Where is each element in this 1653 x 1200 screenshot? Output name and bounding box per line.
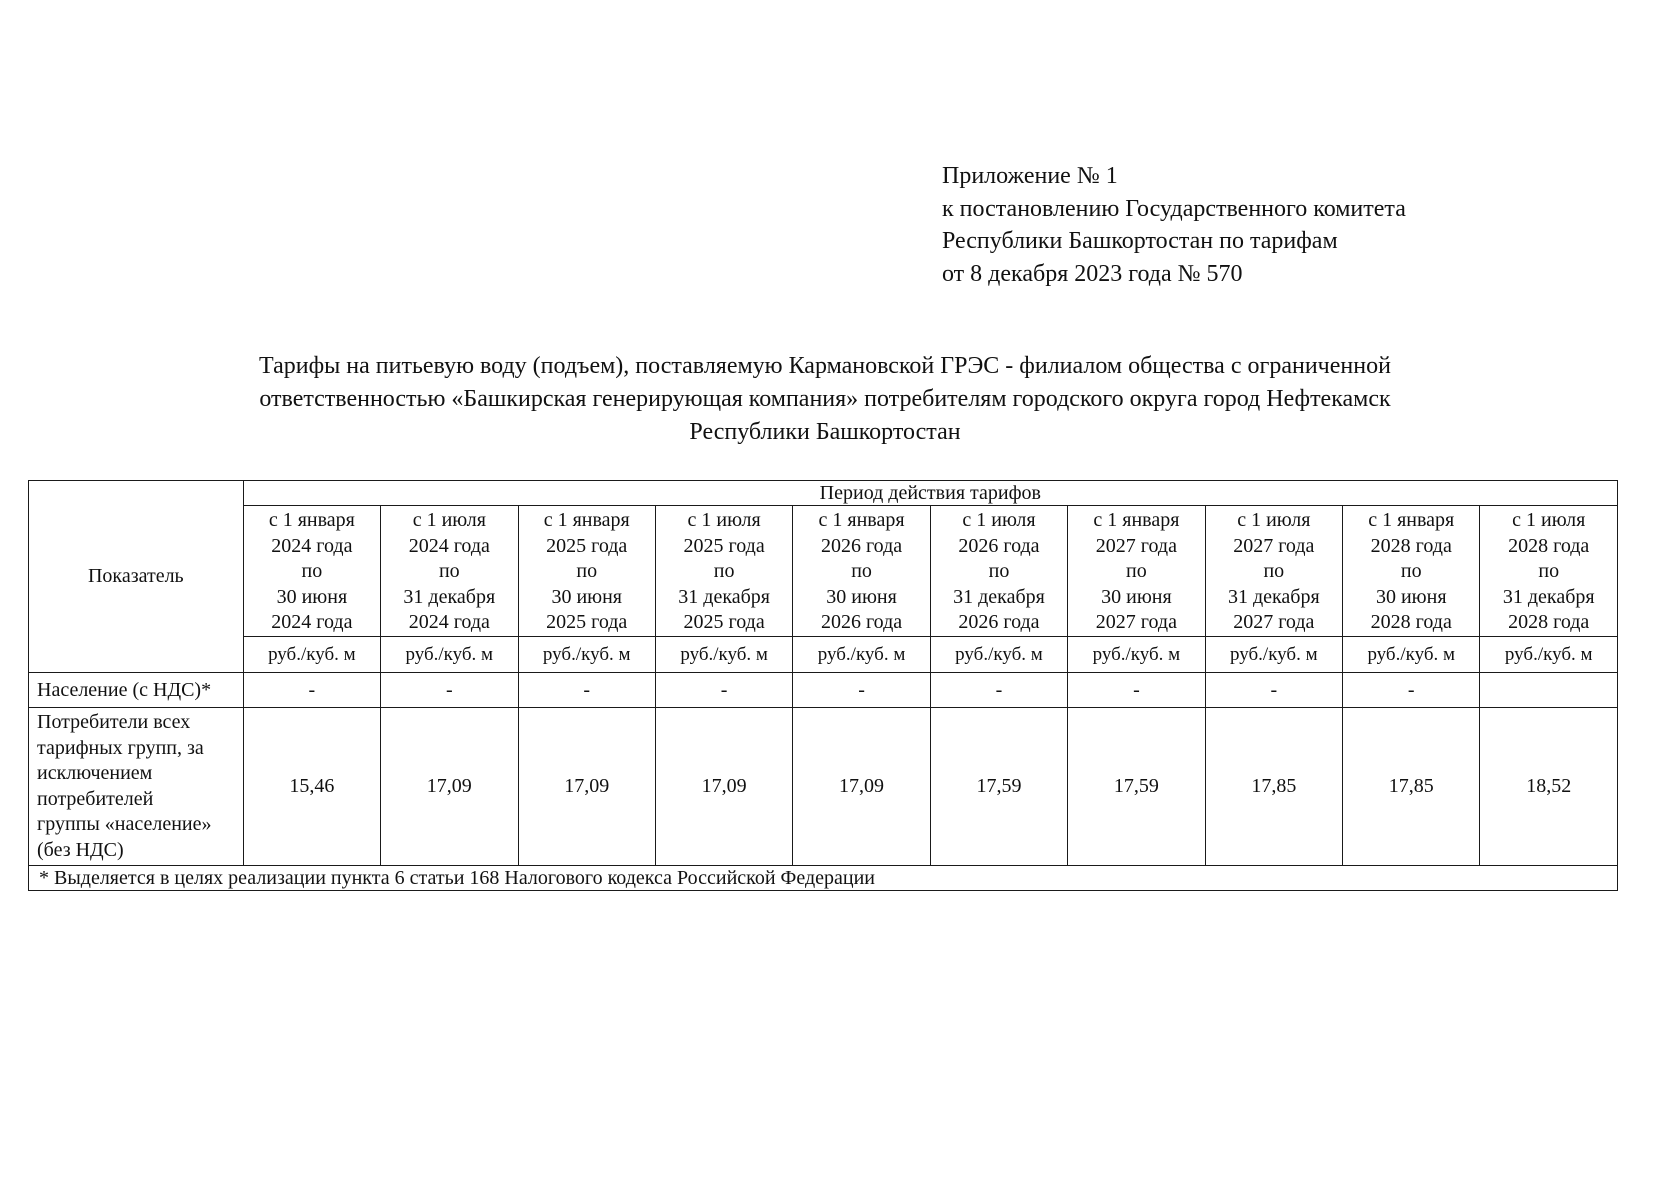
tariff-value: - xyxy=(1068,673,1205,708)
indicator-line: (без НДС) xyxy=(37,838,124,861)
period-line: 2024 года xyxy=(408,611,490,634)
tariff-value: 17,59 xyxy=(1068,708,1205,866)
period-cell xyxy=(518,506,655,637)
header-row-periods xyxy=(29,506,1618,637)
appendix-line: от 8 декабря 2023 года № 570 xyxy=(942,260,1243,287)
tariff-value: 17,09 xyxy=(793,708,930,866)
appendix-line: Приложение № 1 xyxy=(942,163,1118,189)
period-line: 2025 года xyxy=(546,611,628,634)
period-line: по xyxy=(1263,560,1285,583)
tariff-value: - xyxy=(1343,673,1480,708)
period-line: 2026 года xyxy=(958,534,1040,557)
period-line: с 1 января xyxy=(818,509,905,532)
period-line: по xyxy=(576,560,598,583)
appendix-line: Республики Башкортостан по тарифам xyxy=(942,228,1338,254)
unit-cell: руб./куб. м xyxy=(1480,637,1618,673)
indicator-line: потребителей xyxy=(37,787,154,810)
unit-cell: руб./куб. м xyxy=(1205,637,1342,673)
tariff-value: - xyxy=(930,673,1067,708)
period-cell xyxy=(930,506,1067,637)
period-line: 2025 года xyxy=(683,611,765,634)
period-line: 2026 года xyxy=(958,611,1040,634)
footnote-row xyxy=(29,866,1618,891)
period-line: 30 июня xyxy=(826,585,897,608)
period-cell xyxy=(381,506,518,637)
table-row xyxy=(29,673,1618,708)
tariff-value: 17,09 xyxy=(655,708,792,866)
period-line: с 1 июля xyxy=(1512,509,1586,532)
tariff-value: - xyxy=(1205,673,1342,708)
period-line: 2026 года xyxy=(820,534,903,557)
tariff-value: 17,09 xyxy=(518,708,655,866)
period-cell xyxy=(1205,506,1342,637)
unit-cell: руб./куб. м xyxy=(518,637,655,673)
indicator-line: группы «население» xyxy=(37,813,212,835)
period-cell xyxy=(243,506,380,637)
period-line: 2028 года xyxy=(1370,611,1452,634)
tariff-value: 17,59 xyxy=(930,708,1067,866)
period-line: 30 июня xyxy=(551,585,622,608)
period-line: с 1 июля xyxy=(962,509,1036,532)
period-line: 2025 года xyxy=(683,534,765,557)
period-cell xyxy=(655,506,792,637)
row-indicator xyxy=(29,673,244,708)
period-cell xyxy=(793,506,930,637)
tariff-value: - xyxy=(381,673,518,708)
period-line: 2028 года xyxy=(1508,534,1590,557)
period-cell xyxy=(1343,506,1480,637)
period-line: по xyxy=(1400,560,1422,583)
period-line: 31 декабря xyxy=(678,585,770,608)
tariff-value: - xyxy=(793,673,930,708)
period-line: 30 июня xyxy=(1101,585,1172,608)
unit-cell: руб./куб. м xyxy=(655,637,792,673)
indicator-line: тарифных групп, за xyxy=(37,736,204,759)
period-line: по xyxy=(438,560,460,583)
tariff-value: - xyxy=(518,673,655,708)
period-line: с 1 июля xyxy=(412,509,486,532)
tariff-value: - xyxy=(655,673,792,708)
document-title xyxy=(30,350,1620,449)
period-line: 30 июня xyxy=(1375,585,1447,608)
period-line: с 1 января xyxy=(268,509,355,532)
tariff-value: 17,09 xyxy=(381,708,518,866)
period-line: 2027 года xyxy=(1233,611,1315,634)
period-line: 30 июня xyxy=(276,585,348,608)
period-line: 2027 года xyxy=(1233,534,1315,557)
period-line: по xyxy=(988,560,1010,583)
period-cell xyxy=(1480,506,1618,637)
unit-cell: руб./куб. м xyxy=(930,637,1067,673)
appendix-line: к постановлению Государственного комитета xyxy=(942,195,1406,222)
period-line: 2025 года xyxy=(546,534,628,557)
period-line: 2028 года xyxy=(1508,611,1590,634)
indicator-line: Население (с НДС)* xyxy=(37,678,212,701)
indicator-header: Показатель xyxy=(29,481,244,673)
period-line: 2026 года xyxy=(820,611,903,634)
period-header: Период действия тарифов xyxy=(243,481,1617,506)
unit-cell: руб./куб. м xyxy=(1343,637,1480,673)
table-row xyxy=(29,708,1618,866)
unit-cell: руб./куб. м xyxy=(1068,637,1205,673)
unit-cell: руб./куб. м xyxy=(243,637,380,673)
appendix-block xyxy=(942,160,1406,290)
period-line: 31 декабря xyxy=(953,585,1045,608)
indicator-line: исключением xyxy=(37,762,153,784)
title-line: Республики Башкортостан xyxy=(689,419,961,445)
period-line: 2024 года xyxy=(271,534,353,557)
tariff-value: 15,46 xyxy=(243,708,380,866)
period-line: по xyxy=(1126,560,1147,583)
period-line: 2024 года xyxy=(408,534,490,557)
period-line: 31 декабря xyxy=(403,585,496,608)
tariff-value: 17,85 xyxy=(1205,708,1342,866)
period-line: с 1 июля xyxy=(687,509,761,532)
period-line: 2027 года xyxy=(1095,534,1177,557)
tariff-table-body xyxy=(29,481,1618,891)
period-line: 2024 года xyxy=(271,611,353,634)
tariff-value: - xyxy=(243,673,380,708)
period-line: по xyxy=(851,560,872,583)
title-line: Тарифы на питьевую воду (подъем), поставляемую Кармановской ГРЭС - филиалом общества с ограниченной xyxy=(259,353,1391,379)
row-indicator xyxy=(29,708,244,866)
period-line: с 1 января xyxy=(543,509,630,532)
header-row-period xyxy=(29,481,1618,506)
tariff-table xyxy=(28,480,1618,891)
period-line: по xyxy=(301,560,323,583)
tariff-value: 17,85 xyxy=(1343,708,1480,866)
title-line: ответственностью «Башкирская генерирующая компания» потребителям городского округа город Нефтекамск xyxy=(259,386,1391,412)
period-line: по xyxy=(713,560,735,583)
period-line: 31 декабря xyxy=(1502,585,1595,608)
header-row-units xyxy=(29,637,1618,673)
period-line: по xyxy=(1538,560,1560,583)
period-cell xyxy=(1068,506,1205,637)
footnote: * Выделяется в целях реализации пункта 6 статьи 168 Налогового кодекса Российской Федерации xyxy=(29,866,1618,891)
unit-cell: руб./куб. м xyxy=(793,637,930,673)
period-line: 31 декабря xyxy=(1227,585,1320,608)
unit-cell: руб./куб. м xyxy=(381,637,518,673)
period-line: с 1 июля xyxy=(1237,509,1311,532)
tariff-value xyxy=(1480,673,1618,708)
tariff-value: 18,52 xyxy=(1480,708,1618,866)
period-line: 2028 года xyxy=(1370,534,1452,557)
period-line: с 1 января xyxy=(1093,509,1180,532)
indicator-line: Потребители всех xyxy=(37,711,191,733)
period-line: с 1 января xyxy=(1368,509,1455,532)
period-line: 2027 года xyxy=(1095,611,1177,634)
